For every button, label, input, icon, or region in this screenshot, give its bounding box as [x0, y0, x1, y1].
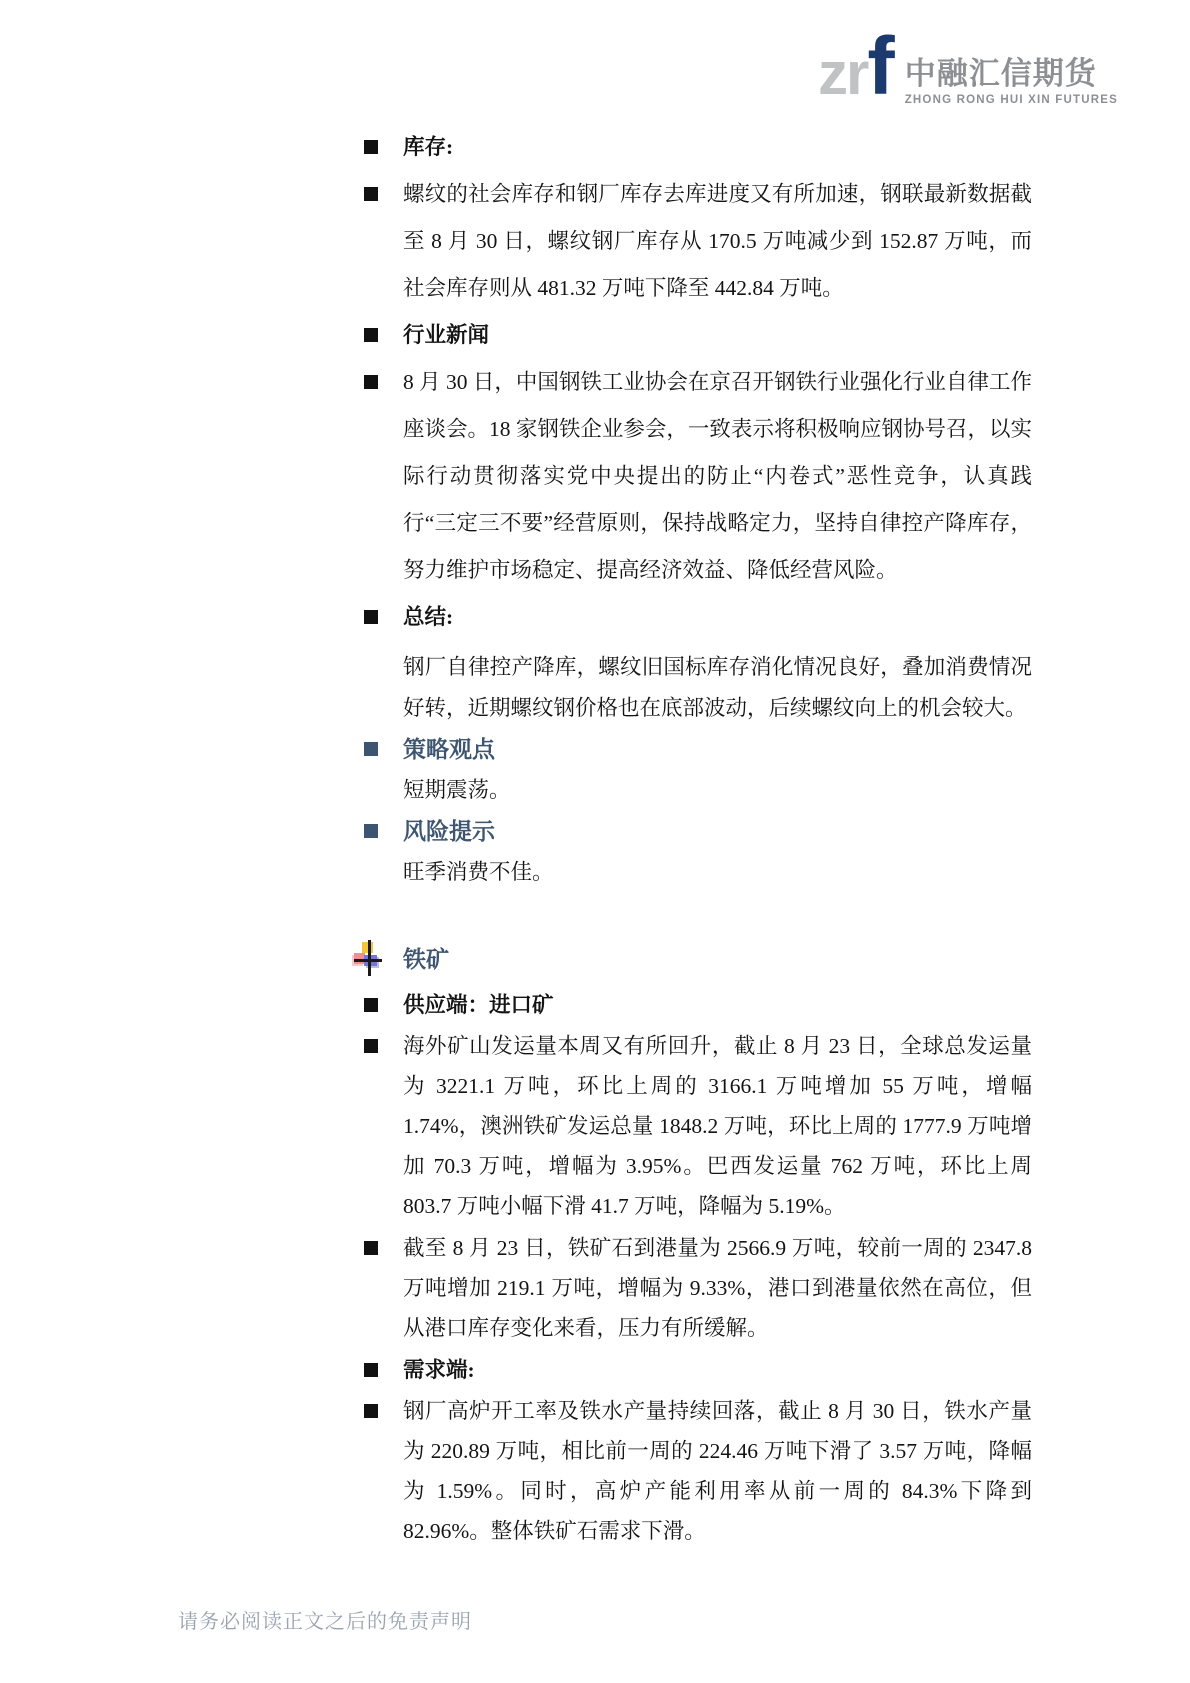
heading-inventory-label: 库存:	[403, 135, 454, 159]
heading-summary-label: 总结:	[403, 605, 454, 629]
square-bullet-icon	[364, 824, 378, 838]
square-bullet-icon	[364, 375, 378, 389]
heading-industry-news-label: 行业新闻	[403, 323, 490, 347]
para-inventory-detail-text: 螺纹的社会库存和钢厂库存去库进度又有所加速，钢联最新数据截至 8 月 30 日，螺纹钢厂库存从 170.5 万吨减少到 152.87 万吨，而社会库存则从 481.32 万吨下降至 442.84 万吨。	[403, 182, 1032, 300]
para-summary-text: 钢厂自律控产降库，螺纹旧国标库存消化情况良好，叠加消费情况好转，近期螺纹钢价格也在底部波动，后续螺纹向上的机会较大。	[403, 655, 1032, 720]
marker-horizontal-line	[354, 959, 382, 962]
company-name-en: ZHONG RONG HUI XIN FUTURES	[904, 94, 1118, 106]
square-bullet-icon	[364, 1039, 378, 1053]
para-demand-detail	[364, 1391, 1032, 1551]
heading-supply-imported-ore-label: 供应端：进口矿	[403, 993, 554, 1017]
marker-vertical-line	[368, 940, 371, 976]
para-industry-news	[364, 359, 1032, 594]
heading-summary	[364, 594, 1032, 641]
heading-risk-warning	[364, 811, 1032, 852]
square-bullet-icon	[364, 998, 378, 1012]
para-strategy-view-text: 短期震荡。	[403, 778, 511, 802]
para-industry-news-text: 8 月 30 日，中国钢铁工业协会在京召开钢铁行业强化行业自律工作座谈会。18 家钢铁企业参会，一致表示将积极响应钢协号召，以实际行动贯彻落实党中央提出的防止“内卷式”恶性竞争，认真践行“三定三不要”经营原则，保持战略定力，坚持自律控产降库存，努力维护市场稳定、提高经济效益、降低经营风险。	[403, 370, 1032, 582]
company-name-cn: 中融汇信期货	[904, 55, 1097, 91]
section-title-iron-ore-label: 铁矿	[403, 947, 449, 972]
square-bullet-icon	[364, 140, 378, 154]
square-bullet-icon	[364, 1241, 378, 1255]
logo-names	[905, 57, 1118, 108]
para-summary	[364, 647, 1032, 729]
para-risk-warning	[364, 852, 1032, 893]
para-overseas-shipments-text: 海外矿山发运量本周又有所回升，截止 8 月 23 日，全球总发运量为 3221.1 万吨，环比上周的 3166.1 万吨增加 55 万吨，增幅 1.74%，澳洲铁矿发运总量 1848.2 万吨，环比上周的 1777.9 万吨增加 70.3 万吨，增幅为 3.95%。巴西发运量 762 万吨，环比上周 803.7 万吨小幅下滑 41.7 万吨，降幅为 5.19%。	[403, 1034, 1032, 1218]
para-demand-detail-text: 钢厂高炉开工率及铁水产量持续回落，截止 8 月 30 日，铁水产量为 220.89 万吨，相比前一周的 224.46 万吨下滑了 3.57 万吨，降幅为 1.59%。同时，高炉产能利用率从前一周的 84.3%下降到 82.96%。整体铁矿石需求下滑。	[403, 1399, 1032, 1543]
company-logo	[818, 21, 1118, 112]
heading-risk-warning-label: 风险提示	[403, 819, 495, 844]
para-port-arrivals-text: 截至 8 月 23 日，铁矿石到港量为 2566.9 万吨，较前一周的 2347.8 万吨增加 219.1 万吨，增幅为 9.33%，港口到港量依然在高位，但从港口库存变化来看，压力有所缓解。	[403, 1236, 1032, 1340]
report-body	[364, 124, 1032, 1551]
para-risk-warning-text: 旺季消费不佳。	[403, 860, 554, 884]
heading-strategy-view	[364, 729, 1032, 770]
heading-supply-imported-ore	[364, 985, 1032, 1026]
square-bullet-icon	[364, 742, 378, 756]
para-inventory-detail	[364, 171, 1032, 312]
para-port-arrivals	[364, 1228, 1032, 1348]
para-overseas-shipments	[364, 1026, 1032, 1226]
square-bullet-icon	[364, 187, 378, 201]
heading-demand	[364, 1350, 1032, 1391]
heading-demand-label: 需求端:	[403, 1358, 475, 1382]
square-bullet-icon	[364, 610, 378, 624]
logo-zr-letters: zr	[818, 40, 868, 107]
heading-industry-news	[364, 312, 1032, 359]
heading-inventory	[364, 124, 1032, 171]
square-bullet-icon	[364, 1363, 378, 1377]
heading-strategy-view-label: 策略观点	[403, 737, 495, 762]
logo-zrf-mark	[818, 21, 893, 112]
logo-f-letter: f	[867, 21, 893, 112]
square-bullet-icon	[364, 1404, 378, 1418]
iron-ore-section-marker-icon	[354, 940, 388, 980]
footer-disclaimer: 请务必阅读正文之后的免责声明	[178, 1611, 472, 1633]
para-strategy-view	[364, 770, 1032, 811]
section-title-iron-ore	[364, 939, 1032, 981]
square-bullet-icon	[364, 328, 378, 342]
